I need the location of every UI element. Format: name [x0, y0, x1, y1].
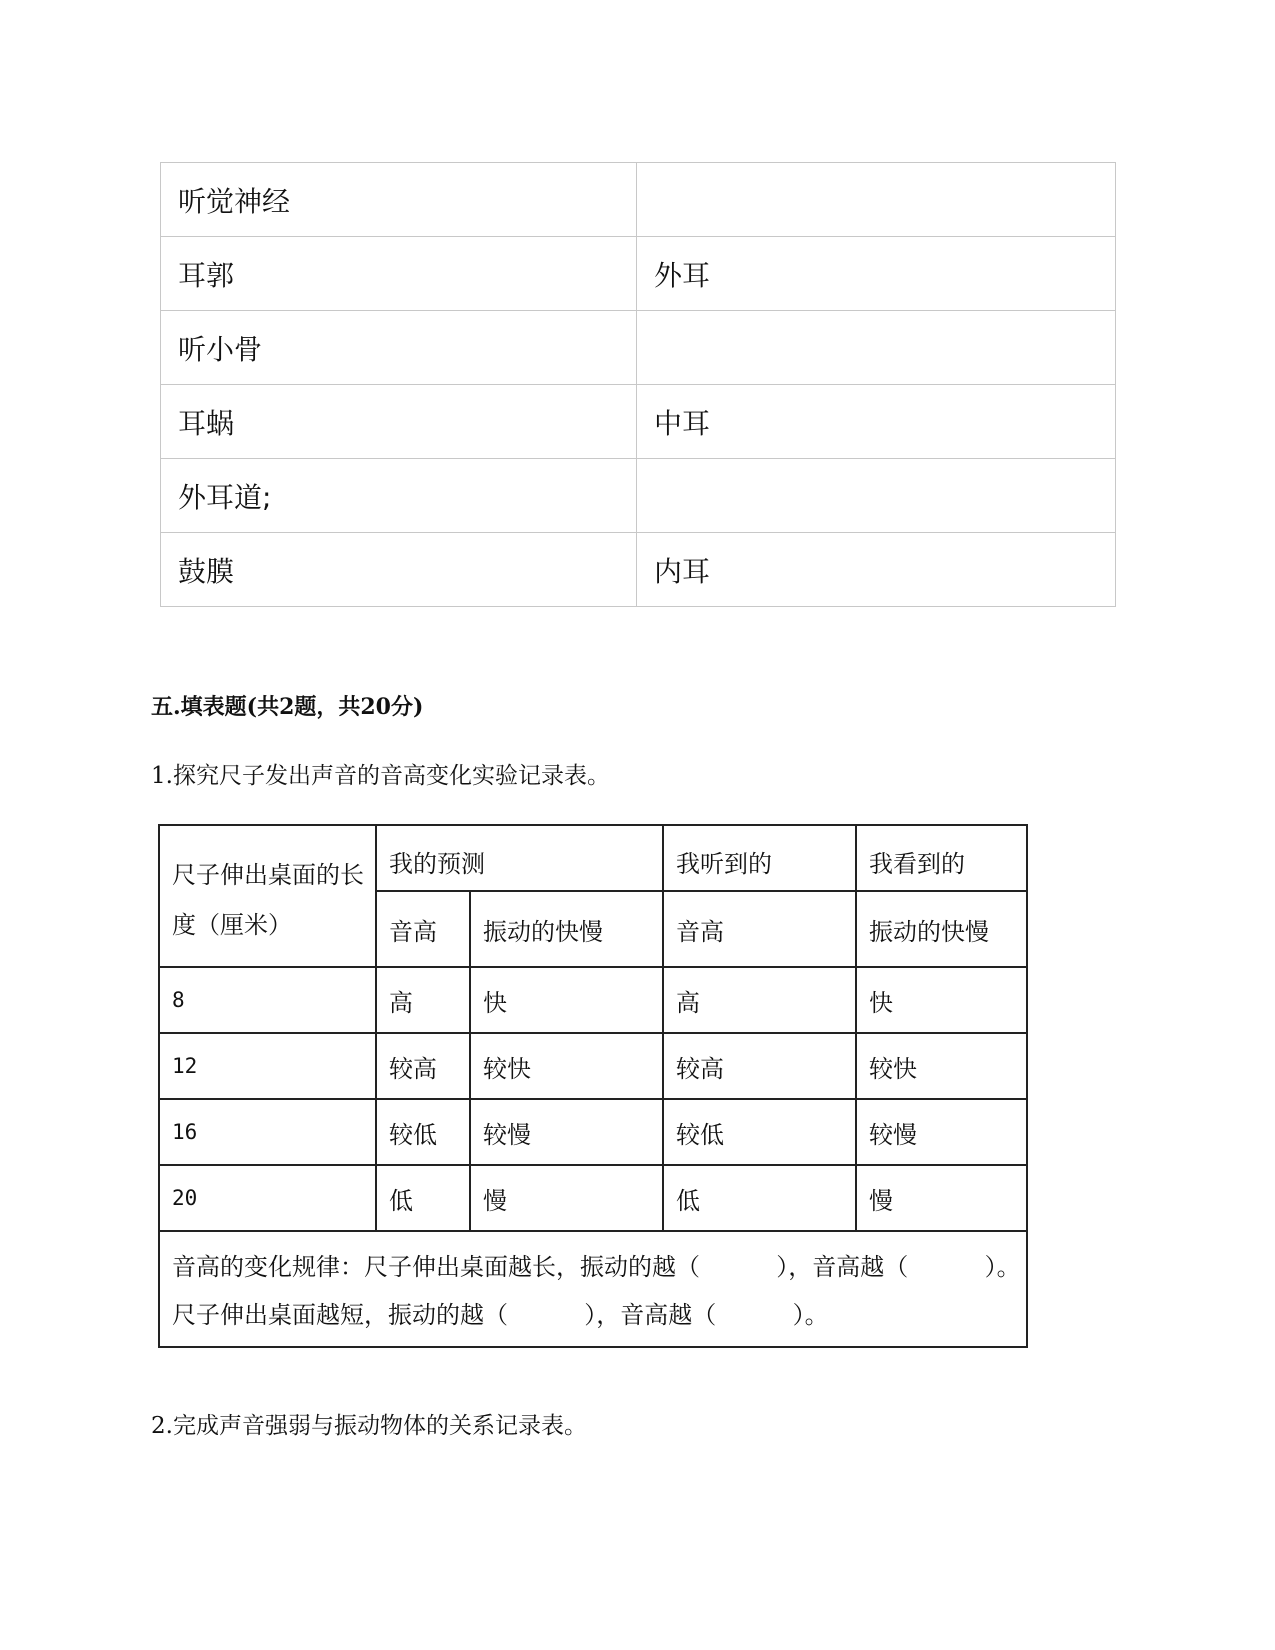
pred-pitch-cell: 高 — [376, 967, 470, 1033]
table-row — [161, 385, 1116, 459]
pitch-rule-cell — [159, 1231, 1027, 1347]
table-row — [159, 1099, 1027, 1165]
table-row — [161, 237, 1116, 311]
ear-region-cell — [637, 311, 1116, 385]
seen-speed-header-cell: 振动的快慢 — [856, 891, 1027, 967]
ear-region-cell — [637, 459, 1116, 533]
pred-pitch-cell: 较低 — [376, 1099, 470, 1165]
ear-region-cell: 内耳 — [637, 533, 1116, 607]
heard-pitch-cell: 低 — [663, 1165, 856, 1231]
table-row — [161, 163, 1116, 237]
pred-speed-cell: 慢 — [470, 1165, 663, 1231]
seen-speed-cell: 慢 — [856, 1165, 1027, 1231]
length-cell: 20 — [159, 1165, 376, 1231]
table-row — [159, 967, 1027, 1033]
ear-region-cell: 外耳 — [637, 237, 1116, 311]
table-row — [159, 1165, 1027, 1231]
ear-part-cell: 鼓膜 — [161, 533, 637, 607]
pred-speed-cell: 较快 — [470, 1033, 663, 1099]
heard-pitch-header-cell: 音高 — [663, 891, 856, 967]
ear-part-cell: 耳蜗 — [161, 385, 637, 459]
pred-speed-cell: 较慢 — [470, 1099, 663, 1165]
section-heading: 五.填表题(共2题，共20分) — [151, 694, 424, 720]
length-header-cell: 尺子伸出桌面的长度（厘米） — [159, 825, 376, 967]
ear-region-cell — [637, 163, 1116, 237]
seen-speed-cell: 快 — [856, 967, 1027, 1033]
heard-pitch-cell: 高 — [663, 967, 856, 1033]
heard-pitch-cell: 较低 — [663, 1099, 856, 1165]
length-cell: 12 — [159, 1033, 376, 1099]
length-cell: 16 — [159, 1099, 376, 1165]
pitch-experiment-table — [158, 824, 1028, 1348]
question-2-text: 2.完成声音强弱与振动物体的关系记录表。 — [151, 1413, 587, 1439]
rule-line-2: 尺子伸出桌面越短，振动的越（ ），音高越（ ）。 — [172, 1301, 829, 1329]
ear-region-cell: 中耳 — [637, 385, 1116, 459]
seen-header-cell: 我看到的 — [856, 825, 1027, 891]
heard-header-cell: 我听到的 — [663, 825, 856, 891]
table-header-row — [159, 825, 1027, 891]
ear-part-cell: 听觉神经 — [161, 163, 637, 237]
pred-pitch-cell: 低 — [376, 1165, 470, 1231]
ear-part-cell: 耳郭 — [161, 237, 637, 311]
rule-row — [159, 1231, 1027, 1347]
prediction-header-cell: 我的预测 — [376, 825, 663, 891]
pred-speed-cell: 快 — [470, 967, 663, 1033]
seen-speed-cell: 较慢 — [856, 1099, 1027, 1165]
seen-speed-cell: 较快 — [856, 1033, 1027, 1099]
length-cell: 8 — [159, 967, 376, 1033]
ear-part-cell: 外耳道; — [161, 459, 637, 533]
heard-pitch-cell: 较高 — [663, 1033, 856, 1099]
table-row — [161, 311, 1116, 385]
rule-line-1: 音高的变化规律：尺子伸出桌面越长，振动的越（ ），音高越（ ）。 — [172, 1253, 1021, 1281]
table-row — [159, 1033, 1027, 1099]
pred-speed-header-cell: 振动的快慢 — [470, 891, 663, 967]
question-1-text: 1.探究尺子发出声音的音高变化实验记录表。 — [151, 763, 610, 789]
table-row — [161, 459, 1116, 533]
pred-pitch-header-cell: 音高 — [376, 891, 470, 967]
table-row — [161, 533, 1116, 607]
ear-parts-table — [160, 162, 1116, 607]
ear-part-cell: 听小骨 — [161, 311, 637, 385]
pred-pitch-cell: 较高 — [376, 1033, 470, 1099]
